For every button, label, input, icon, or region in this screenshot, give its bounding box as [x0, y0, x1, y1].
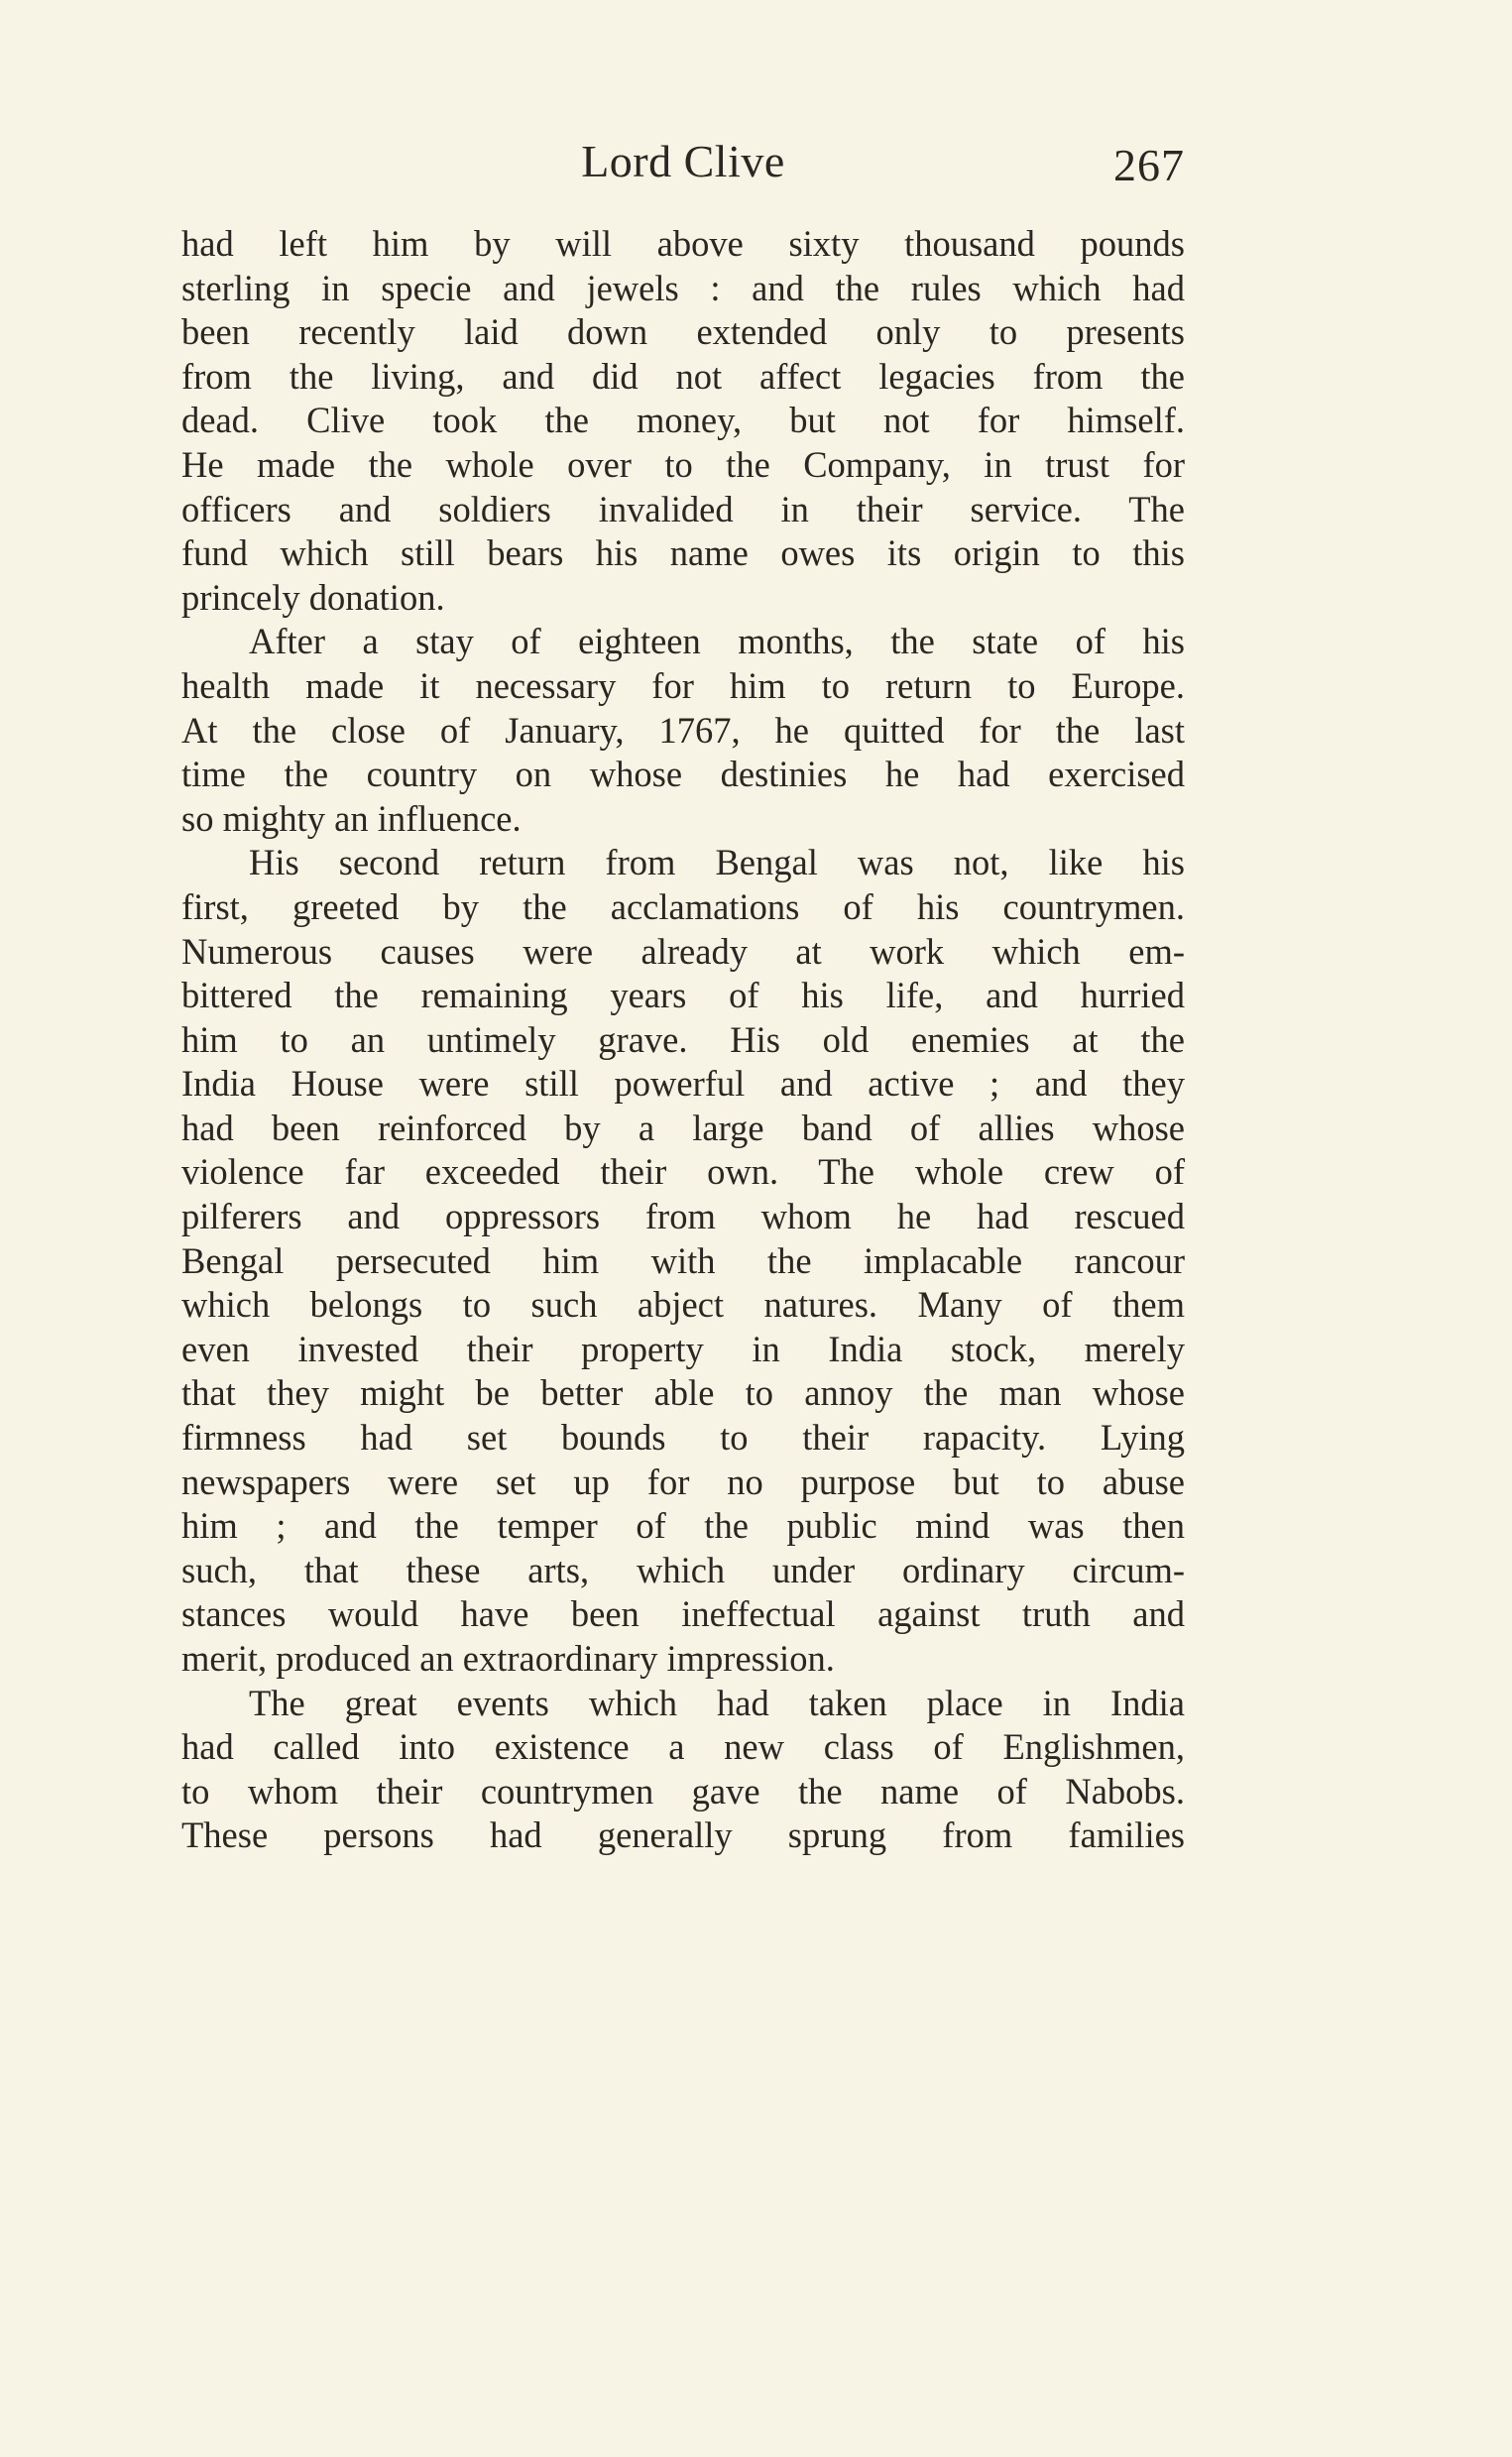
text-line: He made the whole over to the Company, in trust for [181, 443, 1185, 485]
text-line: from the living, and did not affect legacies from the [181, 355, 1185, 397]
text-line: pilferers and oppressors from whom he had rescued [181, 1196, 1185, 1237]
text-line: His second return from Bengal was not, like his [249, 842, 1185, 883]
text-line: bittered the remaining years of his life, and hurried [181, 975, 1185, 1016]
text-line: newspapers were set up for no purpose but to abuse [181, 1461, 1185, 1502]
text-line: princely donation. [181, 576, 445, 618]
text-line: fund which still bears his name owes its origin to this [181, 532, 1185, 574]
text-line: After a stay of eighteen months, the state of his [249, 621, 1185, 662]
paragraph [181, 841, 1185, 1681]
text-line: The great events which had taken place in India [249, 1682, 1185, 1723]
text-line: so mighty an influence. [181, 797, 522, 839]
text-line: time the country on whose destinies he had exercised [181, 754, 1185, 795]
text-line: him to an untimely grave. His old enemies at the [181, 1018, 1185, 1060]
text-line: violence far exceeded their own. The whole crew of [181, 1151, 1185, 1193]
paragraph [181, 620, 1185, 841]
text-line: sterling in specie and jewels : and the rules which had [181, 267, 1185, 308]
paragraph [181, 222, 1185, 620]
body-text [181, 222, 1185, 1858]
text-line: which belongs to such abject natures. Many of them [181, 1284, 1185, 1326]
text-line: that they might be better able to annoy the man whose [181, 1372, 1185, 1414]
text-line: him ; and the temper of the public mind was then [181, 1505, 1185, 1547]
text-line: firmness had set bounds to their rapacity. Lying [181, 1417, 1185, 1459]
text-line: even invested their property in India stock, merely [181, 1328, 1185, 1369]
text-line: such, that these arts, which under ordinary circum- [181, 1549, 1185, 1590]
text-line: Bengal persecuted him with the implacable rancour [181, 1239, 1185, 1281]
paragraph [181, 1682, 1185, 1858]
text-line: had left him by will above sixty thousand pounds [181, 223, 1185, 264]
text-line: These persons had generally sprung from families [181, 1814, 1185, 1856]
text-line: had called into existence a new class of Englishmen, [181, 1726, 1185, 1768]
text-line: been recently laid down extended only to presents [181, 311, 1185, 353]
text-line: officers and soldiers invalided in their service. The [181, 488, 1185, 529]
text-line: health made it necessary for him to return to Europe. [181, 664, 1185, 706]
text-line: At the close of January, 1767, he quitted for the last [181, 709, 1185, 751]
text-line: first, greeted by the acclamations of his countrymen. [181, 885, 1185, 927]
text-line: had been reinforced by a large band of allies whose [181, 1107, 1185, 1148]
text-line: dead. Clive took the money, but not for himself. [181, 400, 1185, 441]
running-head-title: Lord Clive [581, 136, 785, 186]
text-line: Numerous causes were already at work which em- [181, 930, 1185, 972]
text-line: India House were still powerful and active ; and they [181, 1063, 1185, 1105]
text-line: to whom their countrymen gave the name of Nabobs. [181, 1770, 1185, 1812]
text-line: merit, produced an extraordinary impression. [181, 1638, 835, 1679]
running-head [181, 127, 1185, 196]
page-number: 267 [1113, 140, 1185, 190]
text-line: stances would have been ineffectual against truth and [181, 1593, 1185, 1635]
